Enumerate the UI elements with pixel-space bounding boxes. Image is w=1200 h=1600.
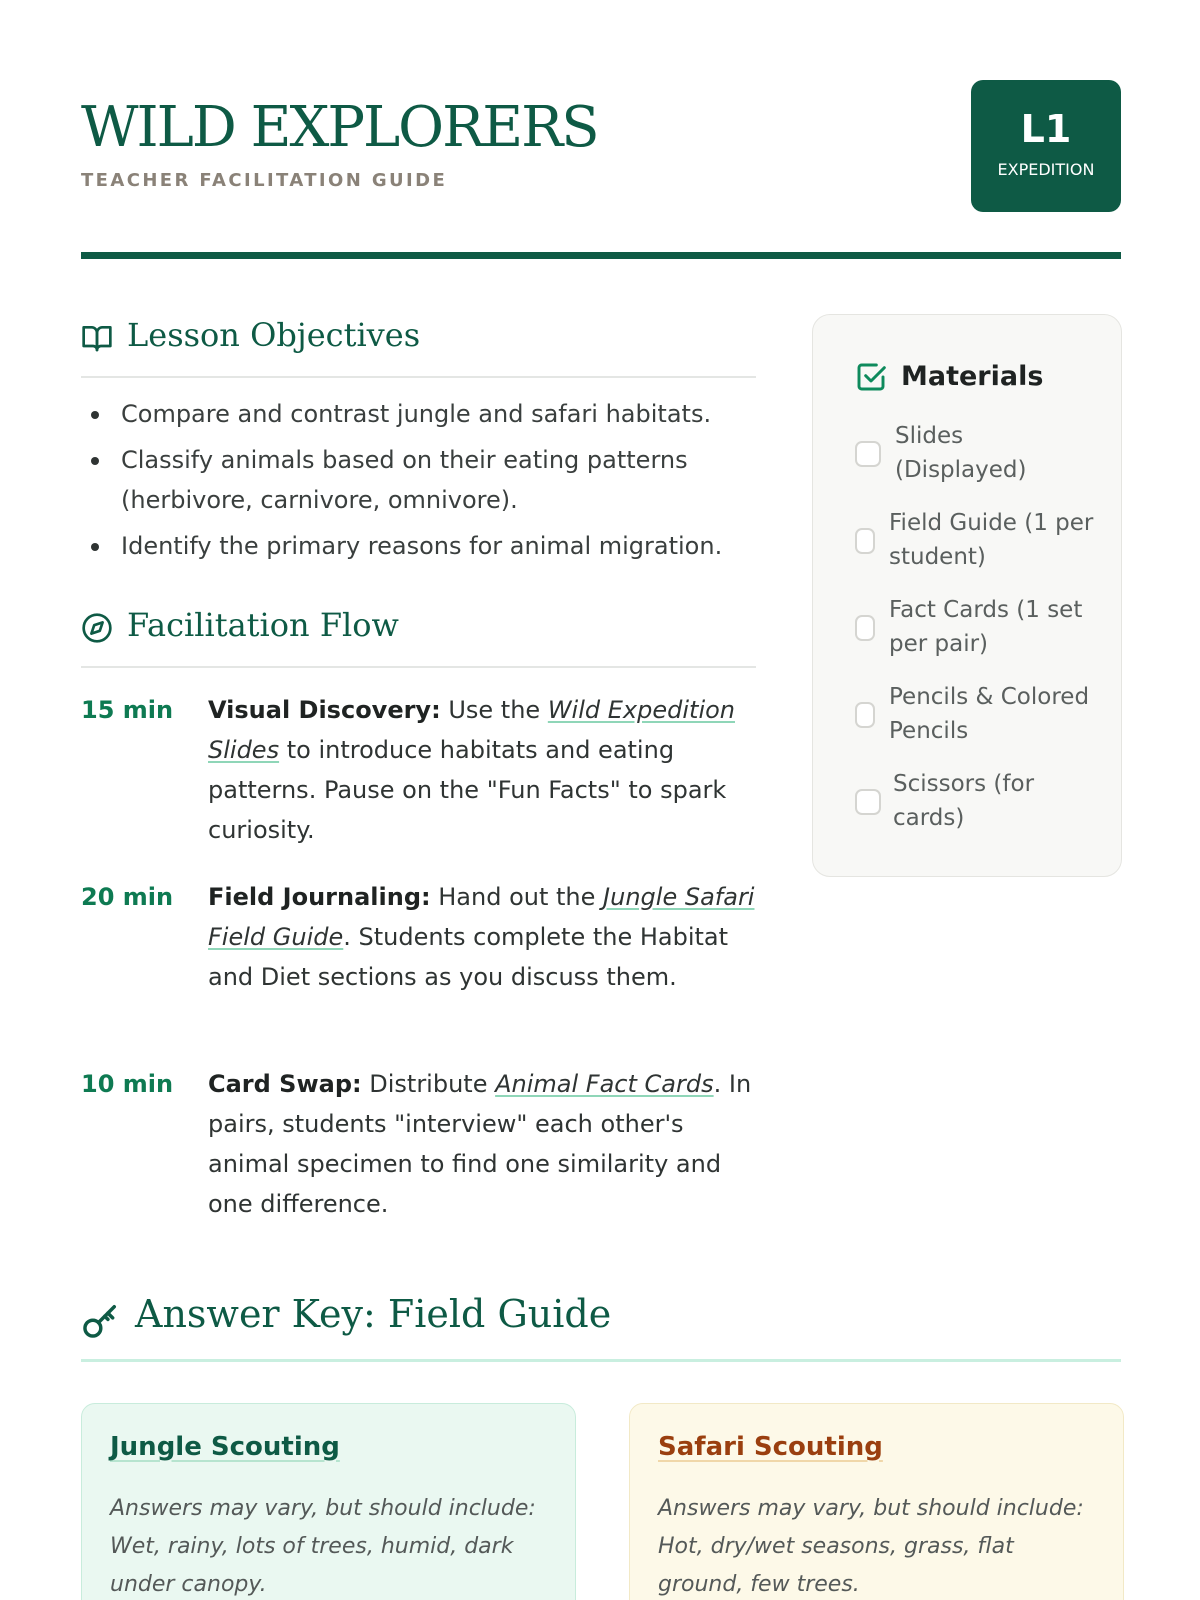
materials-heading-label: Materials	[901, 361, 1044, 392]
level-code: L1	[1020, 107, 1072, 151]
step-text-post: . Students complete the Habitat and Diet sections as you discuss them.	[208, 923, 729, 991]
header-divider	[81, 252, 1121, 259]
resource-name: Jungle Safari Field Guide	[208, 883, 755, 951]
card-title: Jungle Scouting	[110, 1432, 340, 1462]
flow-step	[81, 1064, 761, 1224]
objectives-heading	[81, 314, 756, 378]
flow-heading	[81, 604, 756, 668]
key-icon	[81, 1302, 119, 1340]
step-text-post: to introduce habitats and eating patterns. Pause on the "Fun Facts" to spark curiosity.	[208, 736, 727, 844]
card-title: Safari Scouting	[658, 1432, 883, 1462]
compass-icon	[81, 612, 113, 644]
card-body: Answers may vary, but should include: Hot, dry/wet seasons, grass, flat ground, few trees.	[658, 1496, 1084, 1597]
material-label: Slides (Displayed)	[895, 423, 1027, 483]
flow-step	[81, 690, 761, 850]
material-label: Fact Cards (1 set per pair)	[889, 597, 1083, 657]
material-label: Scissors (for cards)	[893, 771, 1035, 831]
step-text-pre: Use the	[448, 696, 541, 724]
material-item	[855, 680, 1105, 752]
list-item: Identify the primary reasons for animal migration.	[81, 526, 761, 566]
jungle-answer-card	[81, 1403, 576, 1600]
page-subtitle: TEACHER FACILITATION GUIDE	[81, 170, 448, 191]
materials-card	[812, 314, 1122, 877]
step-description	[208, 1064, 761, 1224]
material-item	[855, 593, 1105, 665]
page-header	[81, 80, 1121, 260]
material-checkbox[interactable]	[855, 702, 875, 728]
safari-answer-card	[629, 1403, 1124, 1600]
step-title: Field Journaling:	[208, 883, 431, 911]
step-time: 15 min	[81, 696, 174, 724]
flow-heading-label: Facilitation Flow	[127, 606, 399, 644]
resource-name: Animal Fact Cards	[495, 1070, 714, 1098]
material-item	[855, 419, 1105, 491]
step-text-pre: Distribute	[369, 1070, 488, 1098]
material-checkbox[interactable]	[855, 789, 881, 815]
answer-key-heading-label: Answer Key: Field Guide	[135, 1292, 612, 1336]
page-title: WILD EXPLORERS	[81, 95, 598, 160]
step-description	[208, 877, 761, 997]
step-text-pre: Hand out the	[438, 883, 596, 911]
step-title: Card Swap:	[208, 1070, 362, 1098]
step-time: 10 min	[81, 1070, 174, 1098]
step-time: 20 min	[81, 883, 174, 911]
flow-step	[81, 877, 761, 1037]
material-checkbox[interactable]	[855, 528, 875, 554]
level-badge	[971, 80, 1121, 212]
material-label: Pencils & Colored Pencils	[889, 684, 1090, 744]
material-label: Field Guide (1 per student)	[889, 510, 1094, 570]
material-checkbox[interactable]	[855, 441, 881, 467]
book-open-icon	[81, 322, 113, 354]
answer-key-heading	[81, 1288, 1121, 1362]
material-item	[855, 767, 1105, 839]
objectives-heading-label: Lesson Objectives	[127, 316, 421, 354]
objectives-list	[81, 394, 761, 572]
step-title: Visual Discovery:	[208, 696, 441, 724]
step-description	[208, 690, 761, 850]
level-label: EXPEDITION	[997, 160, 1095, 179]
checkbox-checked-icon	[855, 361, 887, 393]
list-item: Classify animals based on their eating patterns (herbivore, carnivore, omnivore).	[81, 440, 761, 520]
card-body: Answers may vary, but should include: Wet, rainy, lots of trees, humid, dark under canopy.	[110, 1496, 536, 1597]
material-checkbox[interactable]	[855, 615, 875, 641]
resource-name: Wild Expedition Slides	[208, 696, 735, 764]
list-item: Compare and contrast jungle and safari habitats.	[81, 394, 761, 434]
step-text-post: . In pairs, students "interview" each other's animal specimen to find one similarity and one difference.	[208, 1070, 752, 1218]
material-item	[855, 506, 1105, 578]
